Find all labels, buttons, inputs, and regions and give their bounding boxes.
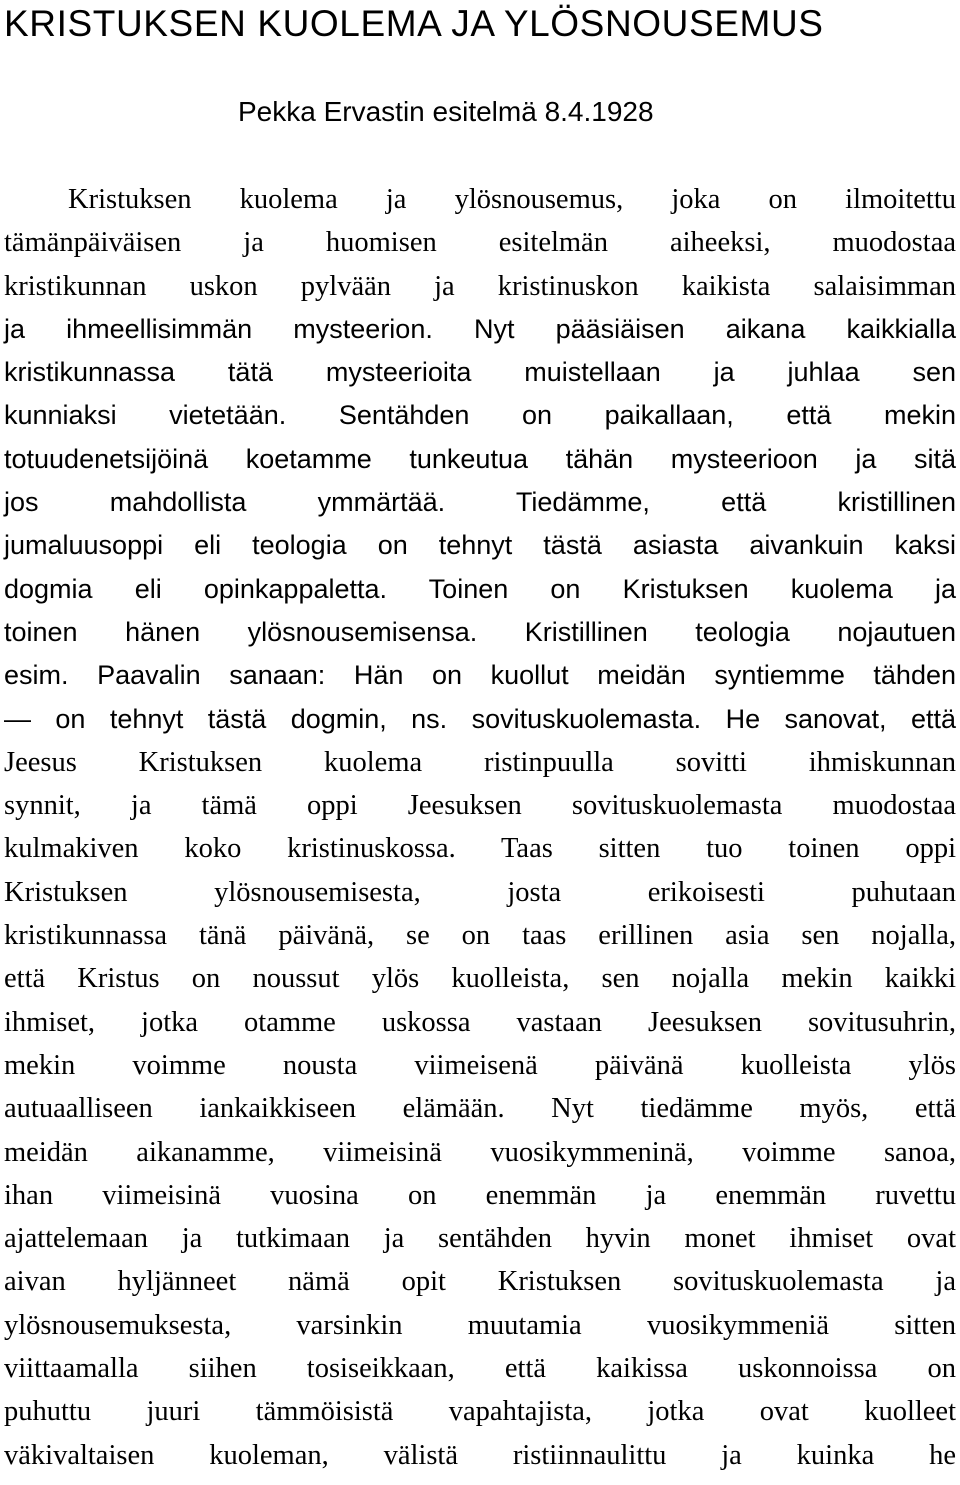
text-line: ihmiset, jotka otamme uskossa vastaan Jeesuksen sovitusuhrin, [4,1006,956,1038]
text-line: Kristuksen kuolema ja ylösnousemus, joka on ilmoitettu [68,184,956,215]
text-line: synnit, ja tämä oppi Jeesuksen sovituskuolemasta muodostaa [4,790,956,822]
text-line: että Kristus on noussut ylös kuolleista, sen nojalla mekin kaikki [4,963,956,995]
text-line: totuudenetsijöinä koetamme tunkeutua tähän mysteerioon ja sitä [4,443,956,474]
text-line: esim. Paavalin sanaan: Hän on kuollut meidän syntiemme tähden [4,660,956,691]
document-title: KRISTUKSEN KUOLEMA JA YLÖSNOUSEMUS [4,3,824,44]
text-line: kristikunnan uskon pylvään ja kristinuskon kaikista salaisimman [4,270,956,302]
text-line: mekin voimme nousta viimeisenä päivänä kuolleista ylös [4,1049,956,1081]
text-line: kristikunnassa tätä mysteerioita muistellaan ja juhlaa sen [4,357,956,388]
text-line: Kristuksen ylösnousemisesta, josta erikoisesti puhutaan [4,876,956,908]
text-line: — on tehnyt tästä dogmin, ns. sovituskuolemasta. He sanovat, että [4,703,956,734]
text-line: puhuttu juuri tämmöisistä vapahtajista, jotka ovat kuolleet [4,1396,956,1428]
text-line: kunniaksi vietetään. Sentähden on paikallaan, että mekin [4,400,956,431]
text-line: tämänpäiväisen ja huomisen esitelmän aiheeksi, muodostaa [4,227,956,259]
text-line: jumaluusoppi eli teologia on tehnyt tästä asiasta aivankuin kaksi [4,530,956,561]
text-line: meidän aikanamme, viimeisinä vuosikymmeninä, voimme sanoa, [4,1136,956,1168]
text-line: väkivaltaisen kuoleman, välistä ristiinnaulittu ja kuinka he [4,1439,956,1471]
text-line: aivan hyljänneet nämä opit Kristuksen sovituskuolemasta ja [4,1266,956,1298]
text-line: Jeesus Kristuksen kuolema ristinpuulla sovitti ihmiskunnan [4,746,956,778]
body-paragraph [4,178,956,1477]
text-line: viittaamalla siihen tosiseikkaan, että kaikissa uskonnoissa on [4,1353,956,1385]
text-line: ajattelemaan ja tutkimaan ja sentähden hyvin monet ihmiset ovat [4,1223,956,1255]
text-line: ylösnousemuksesta, varsinkin muutamia vuosikymmeniä sitten [4,1309,956,1341]
text-line: kulmakiven koko kristinuskossa. Taas sitten tuo toinen oppi [4,833,956,865]
text-line: toinen hänen ylösnousemisensa. Kristillinen teologia nojautuen [4,616,956,647]
text-line: jos mahdollista ymmärtää. Tiedämme, että kristillinen [4,487,956,518]
text-line: ja ihmeellisimmän mysteerion. Nyt pääsiäisen aikana kaikkialla [4,313,956,344]
text-line: kristikunnassa tänä päivänä, se on taas erillinen asia sen nojalla, [4,920,956,952]
document-subtitle: Pekka Ervastin esitelmä 8.4.1928 [238,96,654,127]
text-line: dogmia eli opinkappaletta. Toinen on Kristuksen kuolema ja [4,573,956,604]
text-line: ihan viimeisinä vuosina on enemmän ja enemmän ruvettu [4,1179,956,1211]
text-line: autuaalliseen iankaikkiseen elämään. Nyt tiedämme myös, että [4,1093,956,1125]
